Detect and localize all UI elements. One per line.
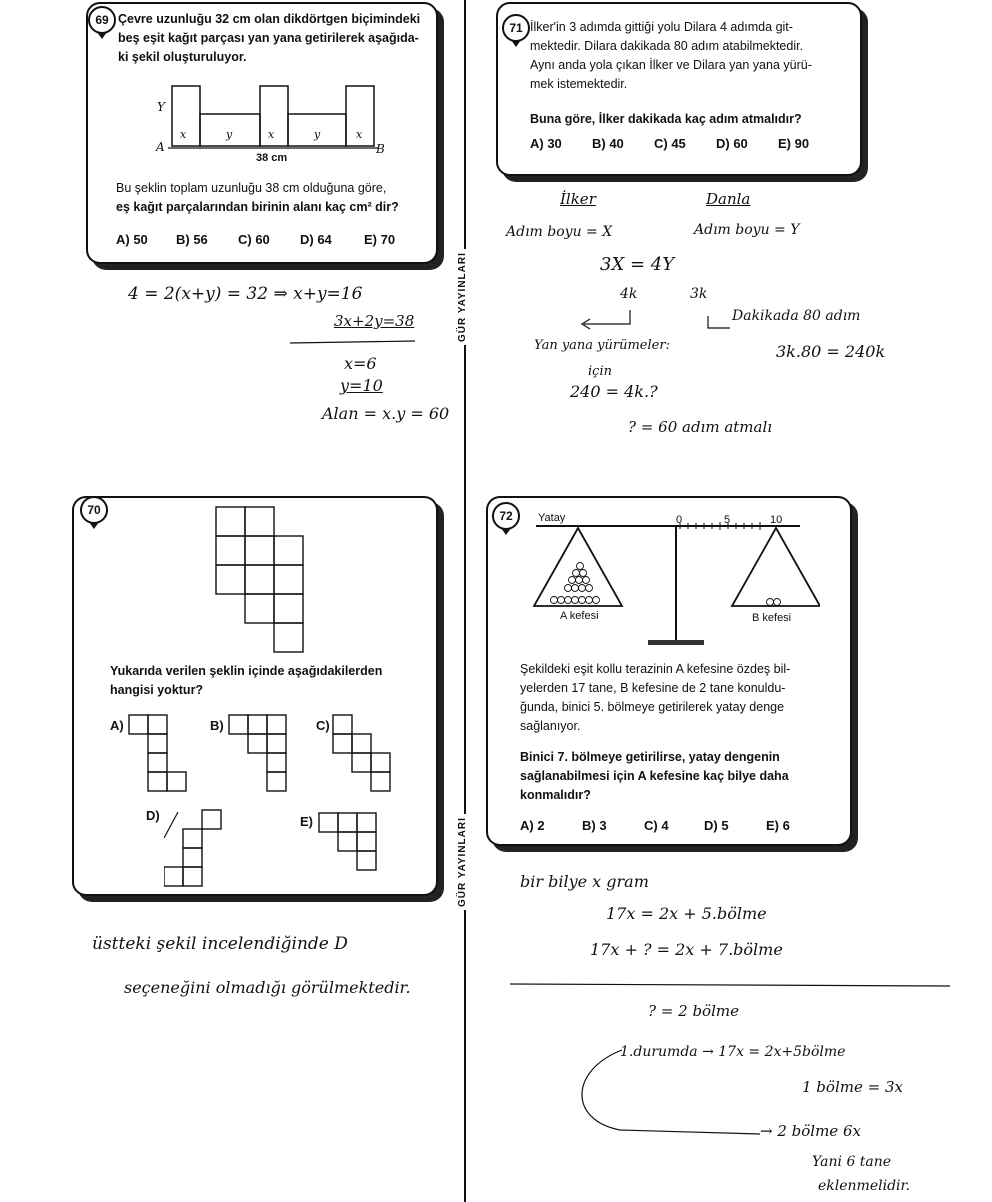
q69-label-x2: x — [268, 128, 275, 141]
q72-tick-10: 10 — [770, 514, 783, 526]
q72-scale-label: Yatay — [538, 512, 566, 524]
q71-options — [530, 136, 828, 151]
q72-work-4: ? = 2 bölme — [648, 1002, 739, 1020]
question-71-number: 71 — [502, 14, 530, 42]
q71-option-c[interactable]: C) 45 — [654, 136, 686, 151]
q70-option-c-figure[interactable] — [332, 714, 396, 800]
question-70-number: 70 — [80, 496, 108, 524]
q72-work-7: → 2 bölme 6x — [760, 1122, 861, 1140]
q70-work-2: seçeneğini olmadığı görülmektedir. — [124, 978, 411, 997]
q70-option-c-label[interactable]: C) — [316, 718, 330, 733]
q71-option-b[interactable]: B) 40 — [592, 136, 624, 151]
q69-label-a: A — [156, 140, 165, 154]
q71-text: İlker'in 3 adımda gittiği yolu Dilara 4 adımda git- mektedir. Dilara dakikada 80 adım atabilmektedir. Aynı anda yola çıkan İlker ve Dilara yan yana yürü- mek istemektedir. — [530, 20, 812, 91]
q72-text: Şekildeki eşit kollu terazinin A kefesine özdeş bil- yelerden 17 tane, B kefesine de 2 tane konuldu- ğunda, binici 5. bölmeye getirilerek yatay denge sağlanıyor. — [520, 662, 791, 733]
q72-option-c[interactable]: C) 4 — [644, 818, 669, 833]
q72-option-e[interactable]: E) 6 — [766, 818, 790, 833]
q72-work-line — [510, 980, 960, 990]
publisher-label-bottom: GÜR YAYINLARI — [457, 814, 468, 910]
q70-option-e-label[interactable]: E) — [300, 814, 313, 829]
q69-option-d[interactable]: D) 64 — [300, 232, 332, 247]
q70-option-b-figure[interactable] — [228, 714, 292, 796]
q69-text: Çevre uzunluğu 32 cm olan dikdörtgen biçimindeki beş eşit kağıt parçası yan yana getirilerek aşağıda- ki şekil oluşturuluyor. — [118, 12, 421, 64]
q72-tick-5: 5 — [724, 514, 731, 526]
q69-work-5: Alan = x.y = 60 — [322, 404, 450, 423]
q69-options — [116, 232, 414, 247]
q71-question: Buna göre, İlker dakikada kaç adım atmalıdır? — [530, 112, 802, 126]
q71-work-ilker: İlker — [560, 190, 596, 208]
q71-work-k2: 3k — [690, 286, 708, 302]
q71-option-d[interactable]: D) 60 — [716, 136, 748, 151]
q70-main-figure — [214, 505, 306, 655]
q71-work-calc2: 240 = 4k.? — [570, 382, 658, 401]
q70-option-a-label[interactable]: A) — [110, 718, 124, 733]
q72-work-5: 1.durumda → 17x = 2x+5bölme — [620, 1044, 846, 1060]
q70-option-b-label[interactable]: B) — [210, 718, 224, 733]
q71-work-yanyana: Yan yana yürümeler: — [534, 338, 670, 353]
q70-option-a-figure[interactable] — [128, 714, 192, 796]
q72-options — [520, 818, 816, 833]
q71-work-dakika: Dakikada 80 adım — [732, 308, 861, 324]
q69-option-e[interactable]: E) 70 — [364, 232, 396, 247]
q71-work-result: ? = 60 adım atmalı — [628, 418, 773, 436]
q72-work-1: bir bilye x gram — [520, 872, 649, 891]
q70-option-e-figure[interactable] — [318, 812, 382, 876]
q72-balance-figure — [520, 510, 820, 655]
q70-option-d-label[interactable]: D) — [146, 808, 160, 823]
question-72-number: 72 — [492, 502, 520, 530]
q71-work-adim-y: Adım boyu = Y — [694, 222, 800, 238]
q72-option-a[interactable]: A) 2 — [520, 818, 545, 833]
q69-work-1: 4 = 2(x+y) = 32 ⇒ x+y=16 — [128, 284, 363, 304]
q72-work-8: Yani 6 tane — [812, 1154, 892, 1170]
q69-work-3: x=6 — [344, 354, 377, 373]
q69-work-4: y=10 — [340, 376, 383, 395]
q69-label-b: B — [376, 142, 385, 156]
q69-label-x1: x — [180, 128, 187, 141]
q72-option-b[interactable]: B) 3 — [582, 818, 607, 833]
q70-work-1: üstteki şekil incelendiğinde D — [92, 934, 348, 954]
q69-work-2: 3x+2y=38 — [334, 312, 415, 330]
q69-length-label: 38 cm — [256, 152, 288, 164]
q72-work-6: 1 bölme = 3x — [802, 1078, 903, 1096]
q69-label-y1: y — [226, 128, 233, 141]
q72-work-9: eklenmelidir. — [818, 1178, 911, 1194]
q71-work-k1: 4k — [620, 286, 638, 302]
q71-work-arrows — [570, 300, 770, 340]
q72-a-pan-label: A kefesi — [560, 610, 599, 622]
q72-work-3: 17x + ? = 2x + 7.bölme — [590, 940, 783, 959]
q72-b-pan-label: B kefesi — [752, 612, 792, 624]
q71-option-e[interactable]: E) 90 — [778, 136, 810, 151]
q69-option-a[interactable]: A) 50 — [116, 232, 148, 247]
q71-option-a[interactable]: A) 30 — [530, 136, 562, 151]
q71-work-dilara: Danla — [706, 190, 751, 208]
q71-work-calc1: 3k.80 = 240k — [776, 342, 886, 361]
q69-question: Bu şeklin toplam uzunluğu 38 cm olduğuna göre, eş kağıt parçalarından birinin alanı kaç cm² dir? — [116, 181, 399, 214]
q69-option-c[interactable]: C) 60 — [238, 232, 270, 247]
q69-label-y-side: Y — [157, 100, 165, 114]
q70-option-d-figure[interactable] — [164, 808, 228, 892]
q69-work-line — [290, 338, 420, 348]
q70-question: Yukarıda verilen şeklin içinde aşağıdakilerden hangisi yoktur? — [110, 664, 383, 697]
q69-label-y2: y — [314, 128, 321, 141]
q72-question: Binici 7. bölmeye getirilirse, yatay dengenin sağlanabilmesi için A kefesine kaç bilye daha konmalıdır? — [520, 750, 789, 802]
q69-option-b[interactable]: B) 56 — [176, 232, 208, 247]
q71-work-icin: için — [588, 364, 612, 379]
q72-option-d[interactable]: D) 5 — [704, 818, 729, 833]
q71-work-adim-x: Adım boyu = X — [506, 224, 613, 240]
q69-label-x3: x — [356, 128, 363, 141]
question-69-number: 69 — [88, 6, 116, 34]
q72-work-curve — [560, 1030, 780, 1150]
publisher-label-top: GÜR YAYINLARI — [457, 249, 468, 345]
q71-work-eq: 3X = 4Y — [600, 254, 675, 275]
q72-work-2: 17x = 2x + 5.bölme — [606, 904, 767, 923]
q72-tick-0: 0 — [676, 514, 683, 526]
center-divider — [464, 0, 466, 1202]
